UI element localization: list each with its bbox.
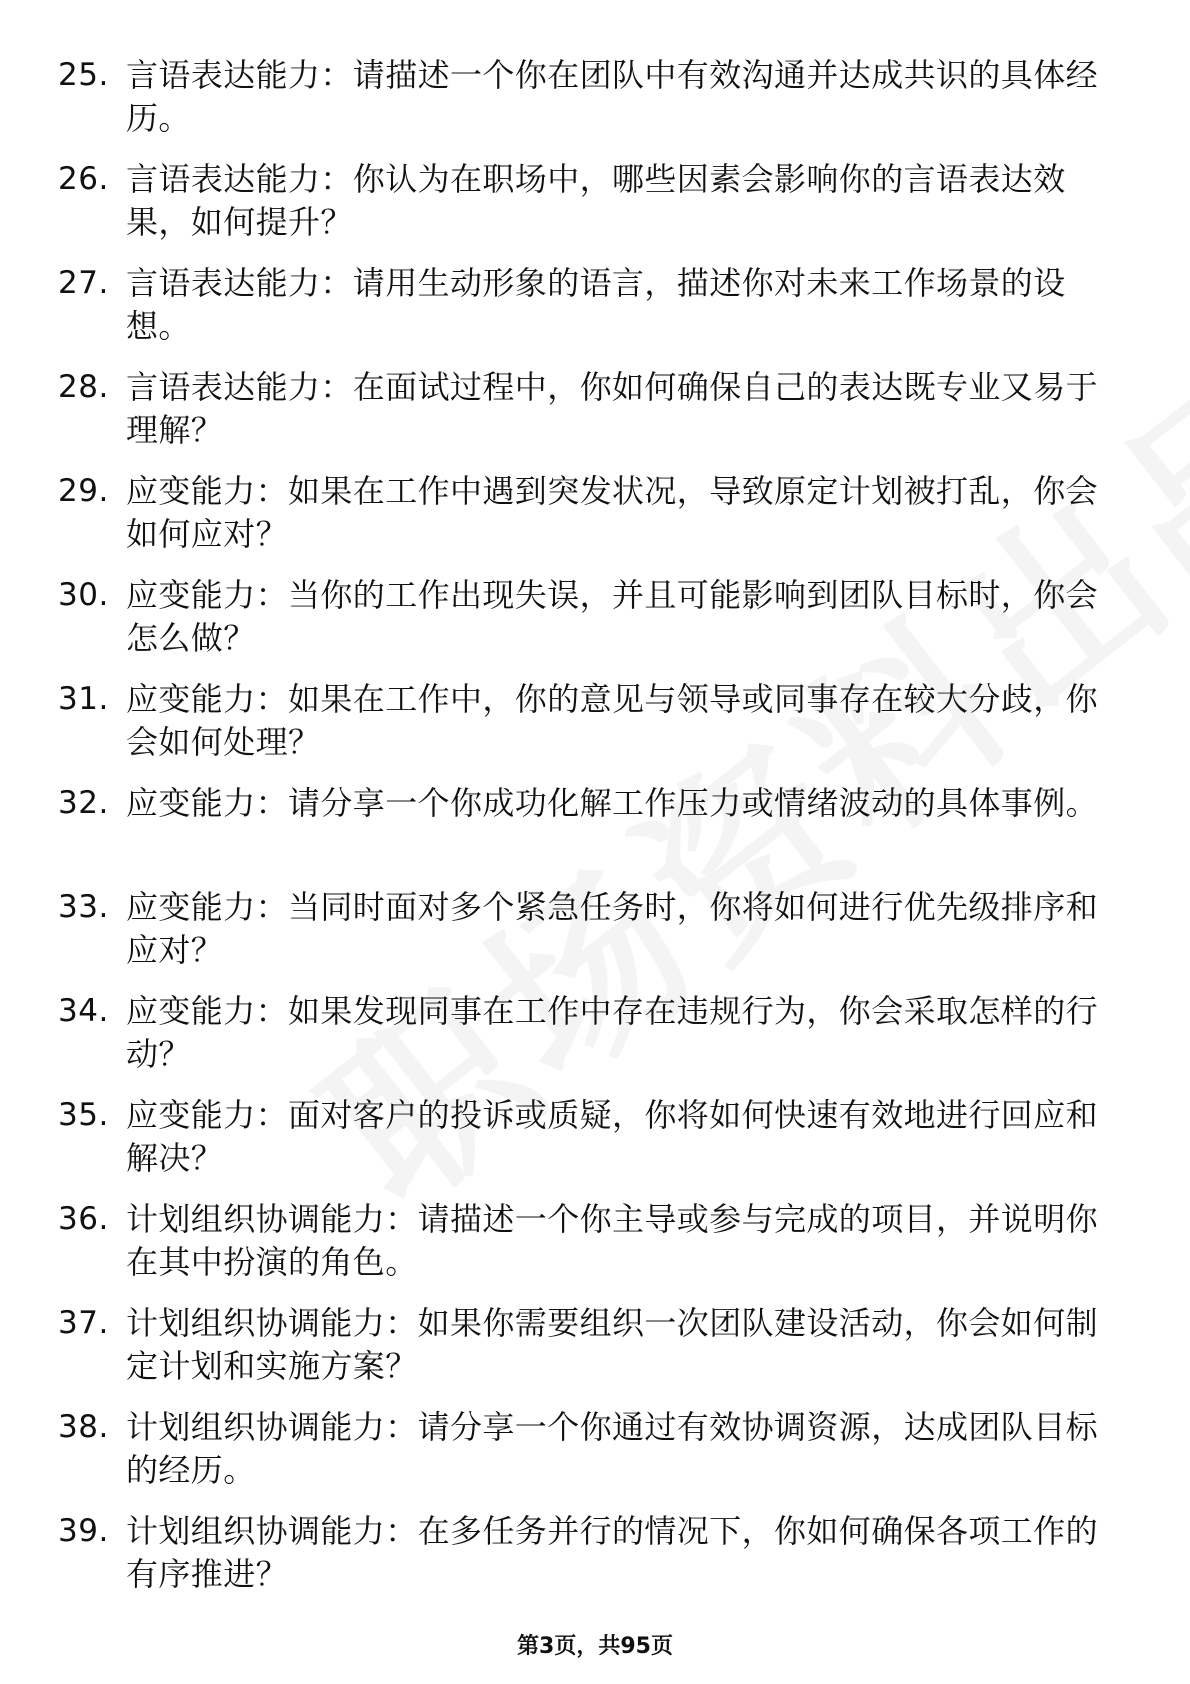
question-item: [0, 1302, 1190, 1406]
question-text: 应变能力：当你的工作出现失误，并且可能影响到团队目标时，你会怎么做？: [126, 576, 1099, 657]
question-text: 言语表达能力：请描述一个你在团队中有效沟通并达成共识的具体经历。: [126, 56, 1099, 137]
question-item: [0, 1510, 1190, 1614]
question-text: 计划组织协调能力：请分享一个你通过有效协调资源，达成团队目标的经历。: [126, 1408, 1099, 1489]
question-number: 32.: [58, 785, 109, 821]
question-text: 应变能力：如果在工作中遇到突发状况，导致原定计划被打乱，你会如何应对？: [126, 472, 1099, 553]
question-number: 33.: [58, 889, 109, 925]
question-number: 31.: [58, 681, 109, 717]
question-number: 26.: [58, 161, 109, 197]
question-item: [0, 782, 1190, 886]
question-item: [0, 1198, 1190, 1302]
question-text: 应变能力：请分享一个你成功化解工作压力或情绪波动的具体事例。: [126, 784, 1099, 822]
page-footer: 第3页，共95页: [517, 1634, 673, 1659]
question-number: 27.: [58, 265, 109, 301]
question-number: 25.: [58, 57, 109, 93]
question-number: 30.: [58, 577, 109, 613]
question-text: 言语表达能力：你认为在职场中，哪些因素会影响你的言语表达效果，如何提升？: [126, 160, 1066, 241]
question-item: [0, 886, 1190, 990]
question-item: [0, 678, 1190, 782]
question-item: [0, 54, 1190, 158]
question-number: 28.: [58, 369, 109, 405]
question-text: 应变能力：当同时面对多个紧急任务时，你将如何进行优先级排序和应对？: [126, 888, 1099, 969]
question-text: 应变能力：面对客户的投诉或质疑，你将如何快速有效地进行回应和解决？: [126, 1096, 1099, 1177]
question-item: [0, 1406, 1190, 1510]
question-number: 39.: [58, 1513, 109, 1549]
question-item: [0, 366, 1190, 470]
question-number: 35.: [58, 1097, 109, 1133]
question-number: 37.: [58, 1305, 109, 1341]
question-text: 应变能力：如果在工作中，你的意见与领导或同事存在较大分歧，你会如何处理？: [126, 680, 1099, 761]
question-list: [0, 54, 1190, 1614]
question-text: 计划组织协调能力：如果你需要组织一次团队建设活动，你会如何制定计划和实施方案？: [126, 1304, 1099, 1385]
question-text: 计划组织协调能力：请描述一个你主导或参与完成的项目，并说明你在其中扮演的角色。: [126, 1200, 1099, 1281]
question-item: [0, 574, 1190, 678]
question-item: [0, 158, 1190, 262]
question-number: 34.: [58, 993, 109, 1029]
question-number: 38.: [58, 1409, 109, 1445]
question-item: [0, 470, 1190, 574]
question-text: 应变能力：如果发现同事在工作中存在违规行为，你会采取怎样的行动？: [126, 992, 1099, 1073]
question-text: 言语表达能力：在面试过程中，你如何确保自己的表达既专业又易于理解？: [126, 368, 1099, 449]
question-text: 言语表达能力：请用生动形象的语言，描述你对未来工作场景的设想。: [126, 264, 1066, 345]
question-number: 29.: [58, 473, 109, 509]
question-text: 计划组织协调能力：在多任务并行的情况下，你如何确保各项工作的有序推进？: [126, 1512, 1099, 1593]
question-item: [0, 1094, 1190, 1198]
question-item: [0, 262, 1190, 366]
question-number: 36.: [58, 1201, 109, 1237]
question-item: [0, 990, 1190, 1094]
